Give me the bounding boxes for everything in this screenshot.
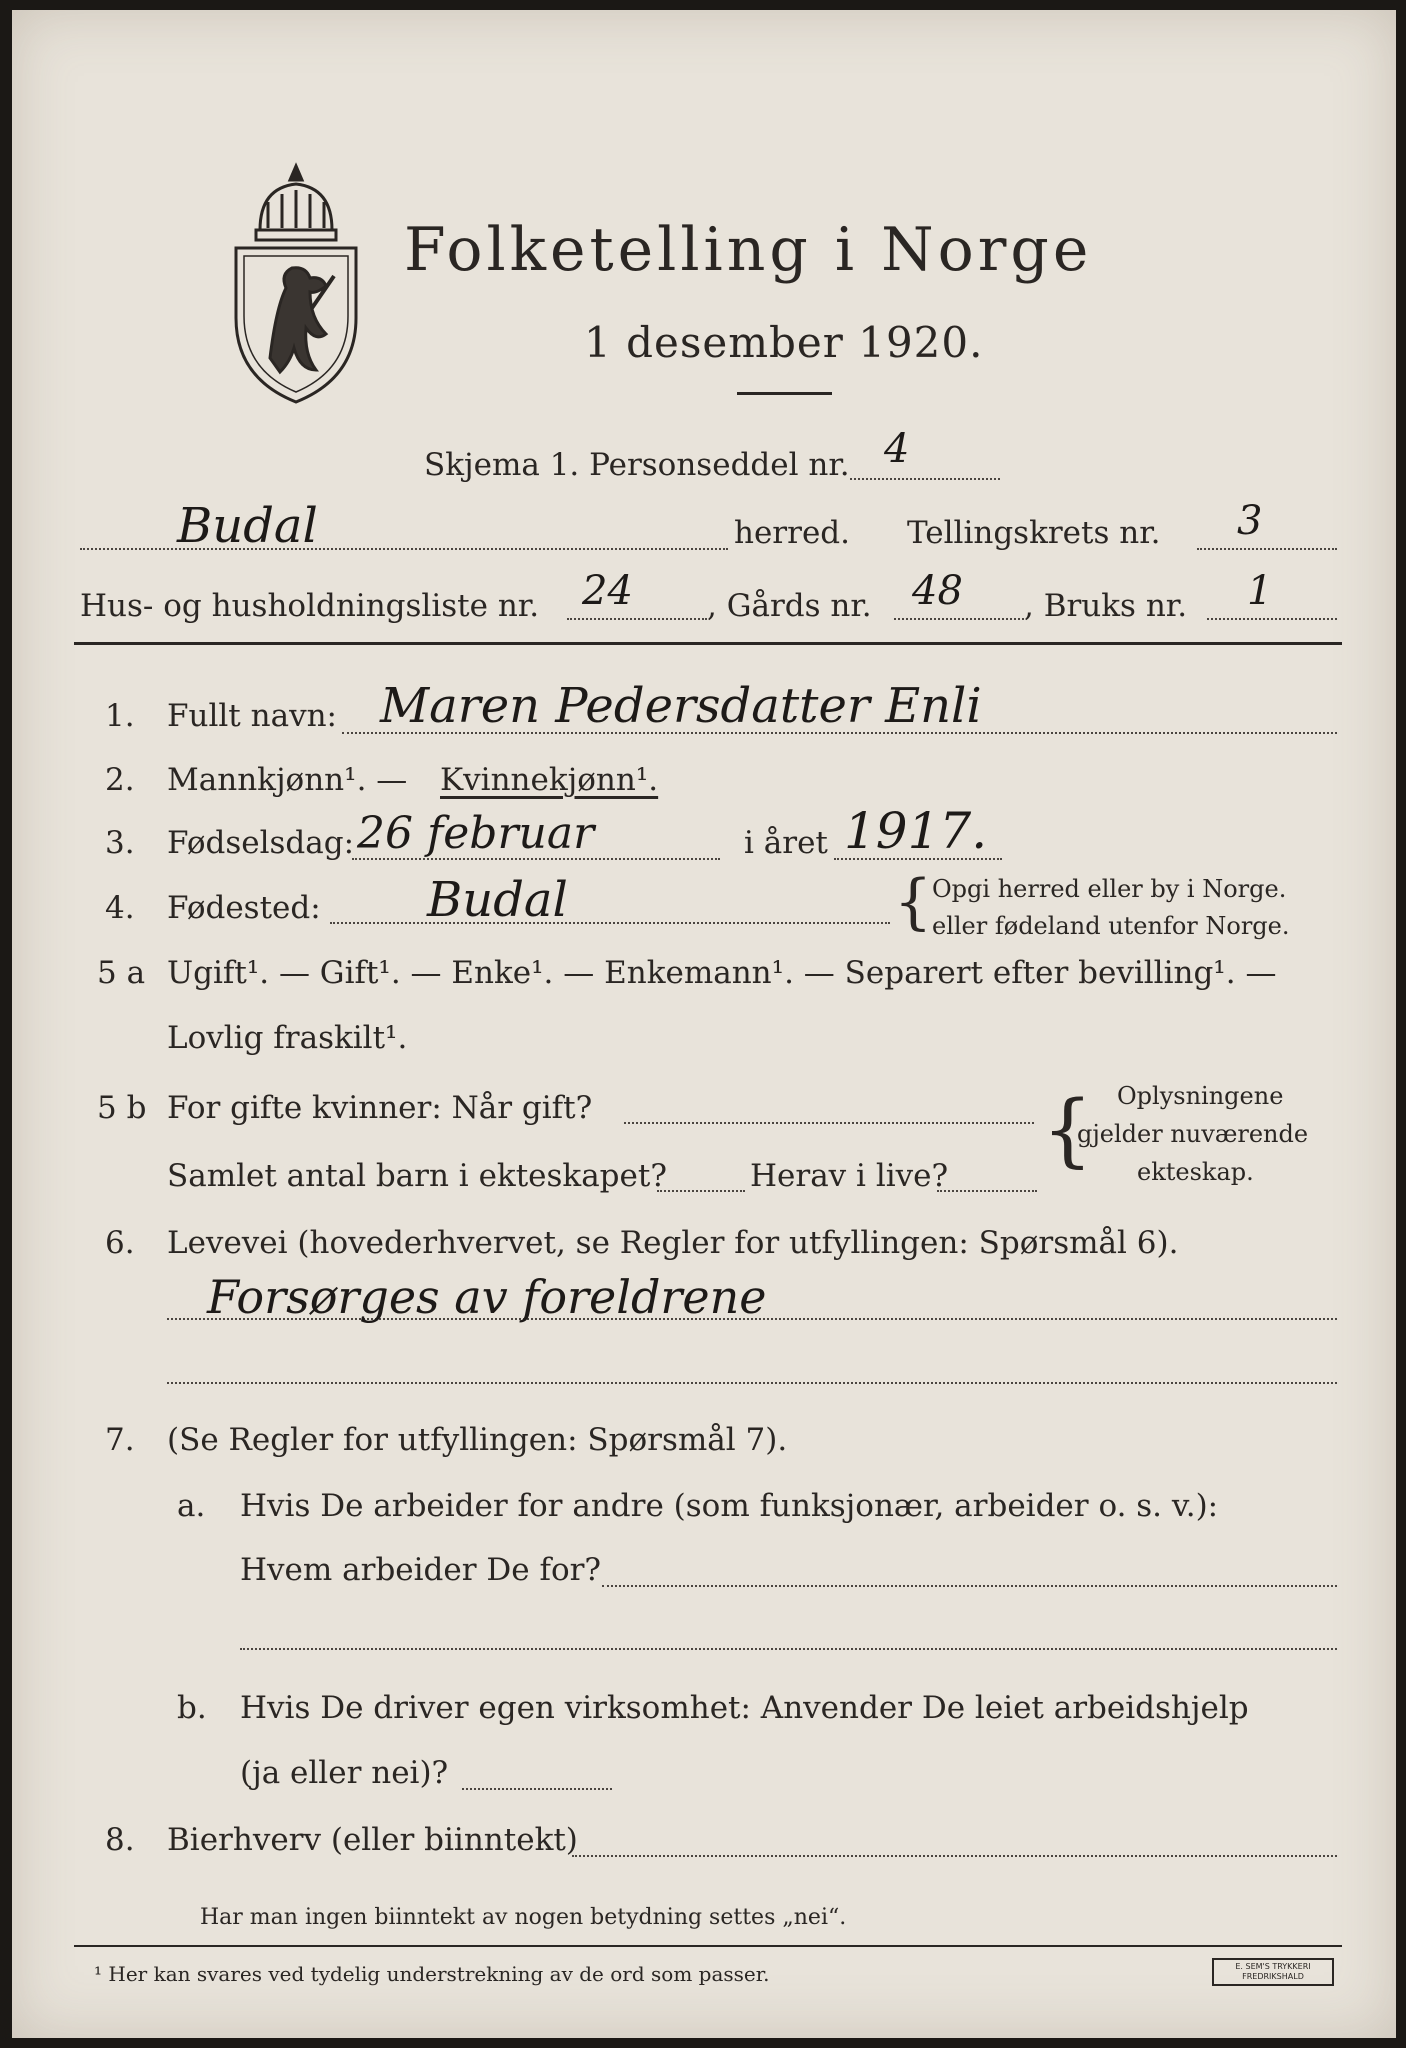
q7b-number: b.	[177, 1690, 207, 1726]
q5b-children-line	[657, 1190, 745, 1192]
footer-note: Har man ingen biinntekt av nogen betydning settes „nei“.	[200, 1905, 847, 1930]
q3-birth-year[interactable]: 1917.	[844, 802, 988, 860]
q4-note-line2: eller fødeland utenfor Norge.	[932, 912, 1290, 940]
q5b-alive-label: Herav i live?	[750, 1158, 949, 1194]
q5b-note-line2: gjelder nuværende	[1077, 1120, 1309, 1148]
schema-label: Skjema 1. Personseddel nr.	[424, 447, 850, 483]
printer-stamp	[1212, 1958, 1334, 1986]
q4-line	[330, 922, 890, 924]
bruks-label: , Bruks nr.	[1024, 588, 1188, 624]
hus-line	[567, 618, 707, 620]
tellingskrets-value[interactable]: 3	[1237, 498, 1263, 544]
census-form	[12, 10, 1396, 2038]
q2-number: 2.	[105, 762, 135, 798]
footer-divider	[74, 1945, 1342, 1947]
tellingskrets-label: Tellingskrets nr.	[907, 515, 1161, 551]
q4-label: Fødested:	[167, 890, 321, 926]
q6-livelihood[interactable]: Forsørges av foreldrene	[207, 1270, 767, 1324]
q4-note-line1: Opgi herred eller by i Norge.	[932, 875, 1287, 903]
q6-number: 6.	[105, 1225, 135, 1261]
q7a-label: Hvis De arbeider for andre (som funksjonær, arbeider o. s. v.):	[240, 1488, 1219, 1524]
q7-label: (Se Regler for utfyllingen: Spørsmål 7).	[167, 1422, 788, 1458]
q1-full-name[interactable]: Maren Pedersdatter Enli	[380, 678, 982, 734]
bruks-line	[1207, 618, 1337, 620]
schema-number[interactable]: 4	[884, 426, 910, 472]
q7b-line	[462, 1788, 612, 1790]
q3-number: 3.	[105, 825, 135, 861]
gards-label: , Gårds nr.	[707, 588, 872, 624]
q7b-label: Hvis De driver egen virksomhet: Anvender De leiet arbeidshjelp	[240, 1690, 1249, 1726]
hus-value[interactable]: 24	[582, 568, 633, 614]
schema-number-line	[850, 478, 1000, 480]
q5b-note-line3: ekteskap.	[1137, 1158, 1254, 1186]
q4-number: 4.	[105, 890, 135, 926]
hus-label: Hus- og husholdningsliste nr.	[80, 588, 540, 624]
q5a-options[interactable]: Ugift¹. — Gift¹. — Enke¹. — Enkemann¹. — Separert efter bevilling¹. —	[167, 955, 1277, 991]
q4-birthplace[interactable]: Budal	[427, 872, 568, 928]
q5b-label: For gifte kvinner: Når gift?	[167, 1090, 593, 1126]
gards-line	[894, 618, 1024, 620]
section-divider	[74, 642, 1342, 645]
q5b-married-line	[624, 1122, 1034, 1124]
form-title: Folketelling i Norge	[404, 215, 1093, 285]
q5a-options-2[interactable]: Lovlig fraskilt¹.	[167, 1020, 408, 1056]
q8-line	[572, 1855, 1337, 1857]
q7a-line-2	[240, 1648, 1337, 1650]
q5b-number: 5 b	[97, 1090, 147, 1126]
q7a-number: a.	[177, 1488, 206, 1524]
q1-label: Fullt navn:	[167, 698, 337, 734]
q1-number: 1.	[105, 698, 135, 734]
coat-of-arms-icon	[230, 158, 362, 406]
q4-brace: {	[894, 867, 933, 937]
q5b-children-label: Samlet antal barn i ekteskapet?	[167, 1158, 667, 1194]
q7a-line-1	[602, 1585, 1337, 1587]
footnote: ¹ Her kan svares ved tydelig understrekning av de ord som passer.	[94, 1962, 770, 1986]
q3-label: Fødselsdag:	[167, 825, 355, 861]
q5b-brace: {	[1042, 1083, 1093, 1176]
q2-male-option[interactable]: Mannkjønn¹. —	[167, 762, 408, 798]
q8-number: 8.	[105, 1822, 135, 1858]
q5a-number: 5 a	[97, 955, 146, 991]
q3-birthday[interactable]: 26 februar	[357, 808, 595, 859]
q5b-note-line1: Oplysningene	[1117, 1082, 1284, 1110]
bruks-value[interactable]: 1	[1247, 568, 1273, 614]
q7b-label-2: (ja eller nei)?	[240, 1755, 449, 1791]
q3-year-label: i året	[744, 825, 828, 861]
herred-label: herred.	[734, 515, 850, 551]
tellingskrets-line	[1197, 548, 1337, 550]
stamp-line-1: E. SEM'S TRYKKERI	[1235, 1962, 1311, 1971]
title-divider	[737, 392, 832, 395]
stamp-line-2: FREDRIKSHALD	[1242, 1972, 1304, 1981]
census-date: 1 desember 1920.	[584, 318, 984, 367]
herred-value[interactable]: Budal	[177, 498, 318, 554]
q7a-employer-label: Hvem arbeider De for?	[240, 1552, 602, 1588]
q6-label: Levevei (hovederhvervet, se Regler for utfyllingen: Spørsmål 6).	[167, 1225, 1179, 1261]
q8-label: Bierhverv (eller biinntekt)	[167, 1822, 578, 1858]
gards-value[interactable]: 48	[912, 568, 963, 614]
q6-line-2	[167, 1382, 1337, 1384]
q2-female-option[interactable]: Kvinnekjønn¹.	[440, 762, 659, 798]
q7-number: 7.	[105, 1422, 135, 1458]
q5b-alive-line	[937, 1190, 1037, 1192]
